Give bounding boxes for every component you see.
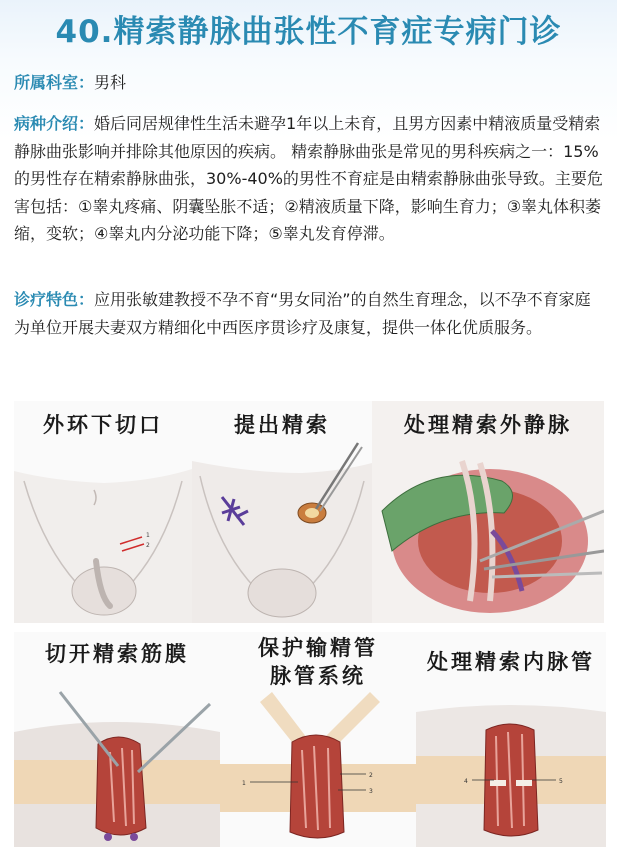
illustration-external-vein	[372, 401, 604, 623]
introduction-section	[14, 110, 606, 248]
illustration-internal-vessels	[416, 632, 606, 847]
marker-1: 1	[242, 780, 246, 787]
caption-external-vein: 处理精索外静脉	[404, 412, 572, 437]
marker-2: 2	[146, 542, 150, 549]
introduction-text: 婚后同居规律性生活未避孕1年以上未育，且男方因素中精液质量受精索静脉曲张影响并排除其他原因的疾病。 精索静脉曲张是常见的男科疾病之一：15%的男性存在精索静脉曲张，30%-40%的男性不育症是由精索静脉曲张导致。主要危害包括：①睾丸疼痛、阴囊坠胀不适；②精液质量下降，影响生育力；③睾丸体积萎缩，变软；④睾丸内分泌功能下降；⑤睾丸发育停滞。	[14, 114, 603, 243]
caption-internal-vessels: 处理精索内脉管	[427, 649, 595, 674]
caption-lift-cord: 提出精索	[234, 412, 330, 437]
features-section	[14, 286, 606, 341]
marker-5: 5	[559, 778, 563, 785]
marker-4: 4	[464, 778, 468, 785]
marker-2: 2	[369, 772, 373, 779]
caption-protect-vas: 保护输精管 脉管系统	[258, 635, 378, 688]
introduction-label: 病种介绍：	[14, 114, 95, 133]
illustration-protect-vas	[220, 632, 416, 847]
features-label: 诊疗特色：	[14, 290, 95, 309]
department-section	[14, 69, 606, 97]
page-title: 40.精索静脉曲张性不育症专病门诊	[55, 14, 562, 50]
caption-incision: 外环下切口	[43, 412, 163, 437]
illustration-open-fascia	[14, 632, 220, 847]
marker-1: 1	[146, 532, 150, 539]
illustration-incision	[14, 401, 192, 623]
caption-open-fascia: 切开精索筋膜	[45, 641, 189, 666]
marker-3: 3	[369, 788, 373, 795]
illustration-lift-cord	[192, 401, 372, 623]
department-label: 所属科室：	[14, 73, 95, 92]
department-value: 男科	[94, 73, 127, 92]
features-text: 应用张敏建教授不孕不育“男女同治”的自然生育理念，以不孕不育家庭为单位开展夫妻双方精细化中西医序贯诊疗及康复，提供一体化优质服务。	[14, 290, 591, 337]
